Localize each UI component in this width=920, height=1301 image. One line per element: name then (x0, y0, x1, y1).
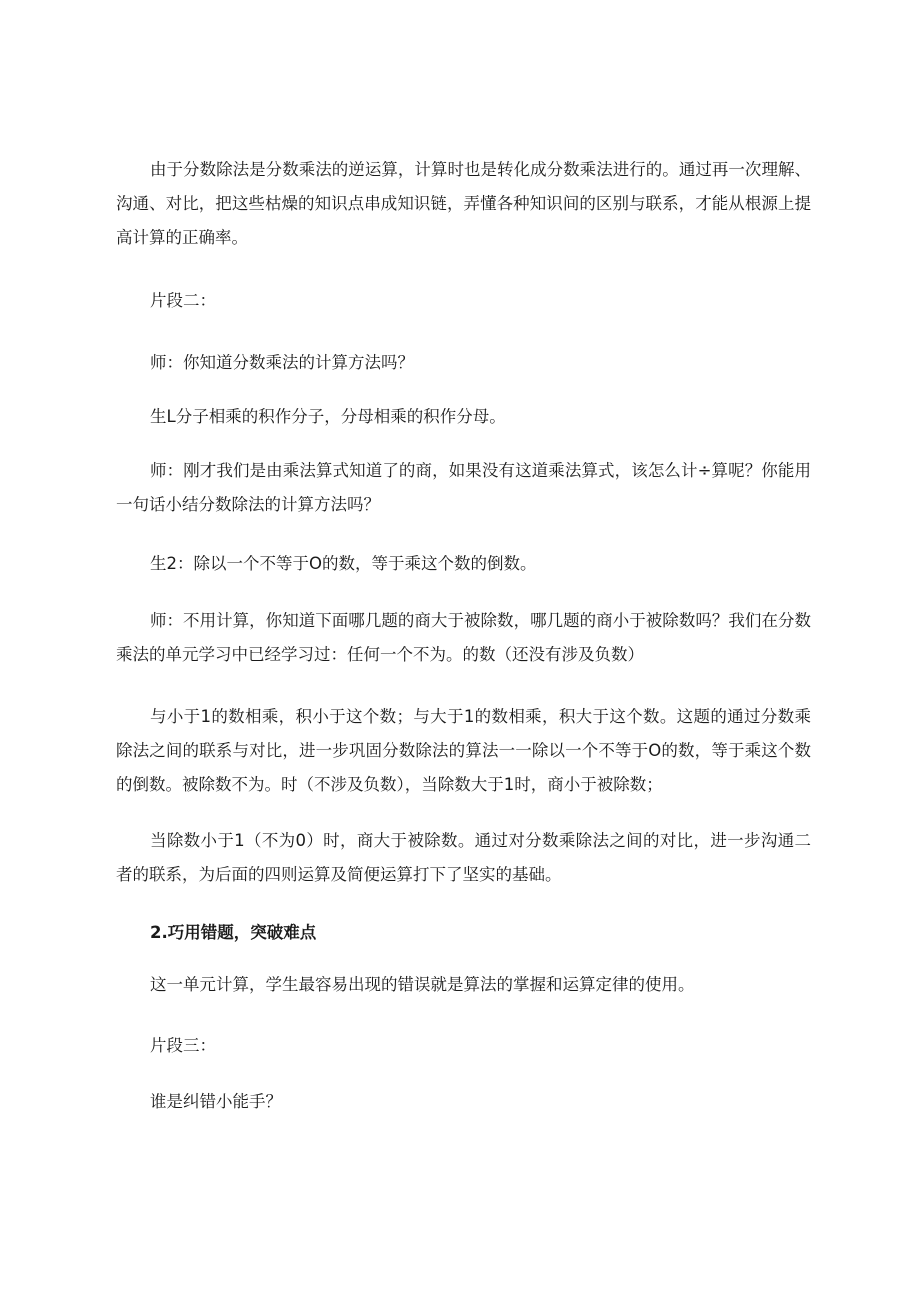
paragraph-teacher-question-3: 师：不用计算，你知道下面哪几题的商大于被除数，哪几题的商小于被除数吗？我们在分数乘法的单元学习中已经学习过：任何一个不为。的数（还没有涉及负数） (116, 611, 811, 664)
paragraph-intro: 由于分数除法是分数乘法的逆运算，计算时也是转化成分数乘法进行的。通过再一次理解、沟通、对比，把这些枯燥的知识点串成知识链，弄懂各种知识间的区别与联系，才能从根源上提高计算的正确率。 (116, 160, 811, 247)
paragraph-segment-two-heading: 片段二： (150, 291, 216, 310)
paragraph-correction-master: 谁是纠错小能手？ (150, 1092, 282, 1111)
paragraph-teacher-question-1: 师：你知道分数乘法的计算方法吗？ (150, 353, 414, 372)
paragraph-segment-three-heading: 片段三： (150, 1036, 216, 1055)
paragraph-explanation-1: 与小于1的数相乘，积小于这个数；与大于1的数相乘，积大于这个数。这题的通过分数乘除法之间的联系与对比，进一步巩固分数除法的算法一一除以一个不等于O的数，等于乘这个数的倒数。被除数不为。时（不涉及负数），当除数大于1时，商小于被除数； (116, 707, 811, 794)
paragraph-unit-errors: 这一单元计算，学生最容易出现的错误就是算法的掌握和运算定律的使用。 (150, 975, 695, 994)
paragraph-teacher-question-2: 师：刚才我们是由乘法算式知道了的商，如果没有这道乘法算式，该怎么计÷算呢？你能用一句话小结分数除法的计算方法吗？ (116, 461, 811, 514)
paragraph-student-answer-1: 生L分子相乘的积作分子，分母相乘的积作分母。 (150, 407, 506, 426)
paragraph-student-answer-2: 生2：除以一个不等于O的数，等于乘这个数的倒数。 (150, 554, 537, 573)
section-heading-wrong-questions: 2.巧用错题，突破难点 (150, 923, 317, 942)
paragraph-explanation-2: 当除数小于1（不为0）时，商大于被除数。通过对分数乘除法之间的对比，进一步沟通二者的联系，为后面的四则运算及简便运算打下了坚实的基础。 (116, 831, 811, 884)
